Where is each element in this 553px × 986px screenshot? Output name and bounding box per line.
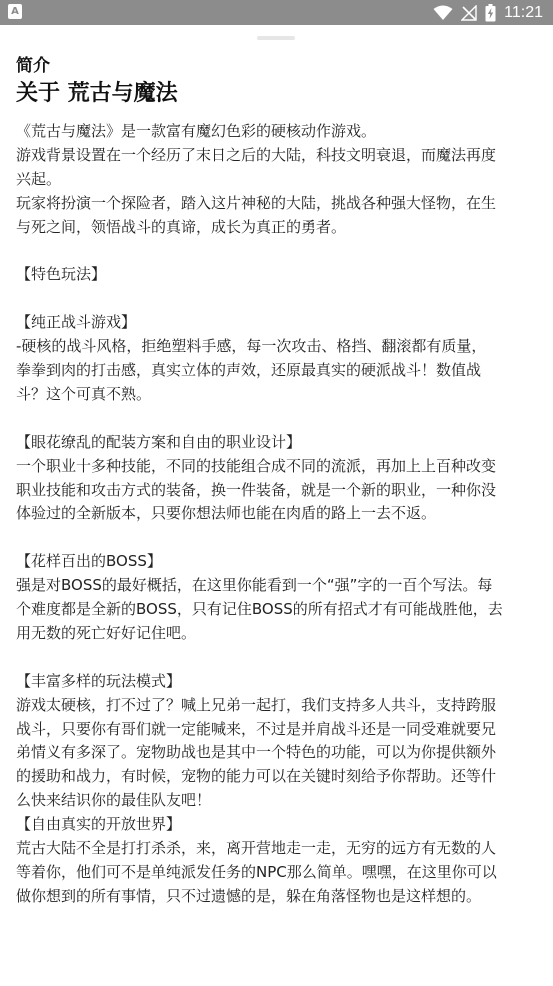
status-time: 11:21 [504, 3, 543, 21]
description-line: 斗？这个可真不熟。 [16, 384, 152, 403]
description-line: 玩家将扮演一个探险者，踏入这片神秘的大陆，挑战各种强大怪物，在生 [16, 193, 497, 212]
description-line: 游戏背景设置在一个经历了末日之后的大陆，科技文明衰退，而魔法再度 [16, 145, 497, 164]
description-line: 强是对BOSS的最好概括，在这里你能看到一个“强”字的一百个写法。每 [16, 576, 493, 595]
game-description [16, 120, 541, 909]
notification-app-icon: A [8, 4, 22, 19]
status-icons [433, 0, 543, 25]
wifi-icon [433, 5, 453, 21]
battery-charging-icon [485, 4, 496, 22]
sheet-drag-handle[interactable] [257, 36, 295, 40]
description-line: 【纯正战斗游戏】 [16, 313, 137, 332]
description-line: 职业技能和攻击方式的装备，换一件装备，就是一个新的职业，一种你没 [16, 480, 497, 499]
about-sheet [0, 25, 553, 986]
description-line: 【花样百出的BOSS】 [16, 552, 162, 571]
description-line: 荒古大陆不全是打打杀杀，来，离开营地走一走，无穷的远方有无数的人 [16, 839, 497, 858]
description-line [16, 646, 541, 670]
description-line: 体验过的全新版本，只要你想法师也能在肉盾的路上一去不返。 [16, 504, 437, 523]
description-line: 兴起。 [16, 169, 62, 188]
description-line: 拳拳到肉的打击感，真实立体的声效，还原最真实的硬派战斗！数值战 [16, 361, 482, 380]
signal-off-icon [461, 5, 477, 21]
description-line: 一个职业十多种技能，不同的技能组合成不同的流派，再加上上百种改变 [16, 456, 497, 475]
description-line [16, 287, 541, 311]
description-line: 做你想到的所有事情，只不过遗憾的是，躲在角落怪物也是这样想的。 [16, 886, 482, 905]
description-line [16, 240, 541, 264]
page-title: 关于 荒古与魔法 [16, 81, 178, 106]
description-line [16, 526, 541, 550]
description-line: 游戏太硬核，打不过了？喊上兄弟一起打，我们支持多人共斗，支持跨服 [16, 695, 497, 714]
section-label: 简介 [16, 56, 50, 76]
description-line: 《荒古与魔法》是一款富有魔幻色彩的硬核动作游戏。 [16, 122, 377, 140]
status-bar [0, 0, 553, 25]
description-line: 等着你，他们可不是单纯派发任务的NPC那么简单。嘿嘿，在这里你可以 [16, 863, 497, 882]
description-line: 与死之间，领悟战斗的真谛，成长为真正的勇者。 [16, 217, 347, 236]
description-line: 用无数的死亡好好记住吧。 [16, 623, 197, 642]
description-line: 么快来结识你的最佳队友吧！ [16, 791, 212, 810]
description-line [16, 407, 541, 431]
description-line: 的援助和战力，有时候，宠物的能力可以在关键时刻给予你帮助。还等什 [16, 767, 497, 786]
description-line: 【自由真实的开放世界】 [16, 815, 182, 834]
description-line: 【眼花缭乱的配装方案和自由的职业设计】 [16, 432, 302, 451]
description-line: 【特色玩法】 [16, 265, 107, 284]
description-line: 弟情义有多深了。宠物助战也是其中一个特色的功能，可以为你提供额外 [16, 743, 497, 762]
description-line: -硬核的战斗风格，拒绝塑料手感，每一次攻击、格挡、翻滚都有质量， [16, 337, 487, 356]
description-line: 【丰富多样的玩法模式】 [16, 671, 182, 690]
description-line: 个难度都是全新的BOSS，只有记住BOSS的所有招式才有可能战胜他，去 [16, 600, 503, 619]
description-line: 战斗，只要你有哥们就一定能喊来，不过是并肩战斗还是一同受难就要兄 [16, 719, 497, 738]
